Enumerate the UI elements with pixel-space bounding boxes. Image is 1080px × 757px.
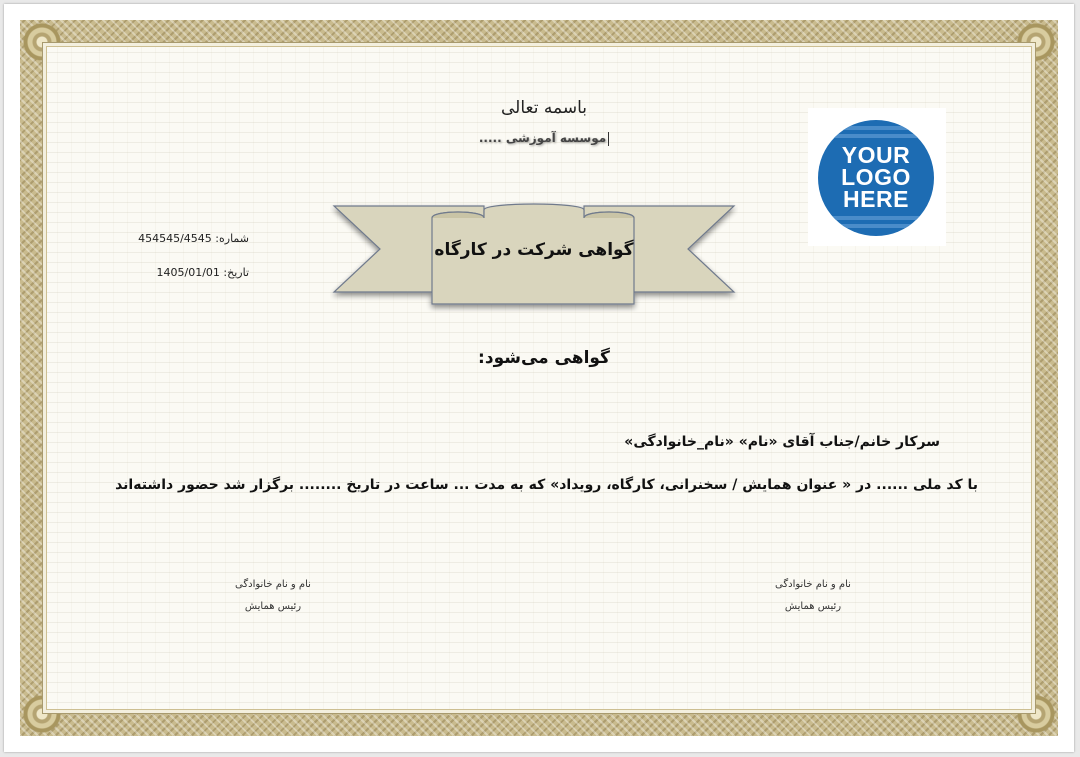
number-value: 454545/4545 [138, 232, 212, 245]
logo-line-1: YOUR [841, 142, 911, 168]
signer-name: نام و نام خانوادگی [775, 579, 851, 590]
signer-name: نام و نام خانوادگی [235, 579, 311, 590]
logo-stripe [818, 134, 934, 138]
certificate-body-text: با کد ملی ...... در « عنوان همایش / سخنرانی، کارگاه، رویداد» که به مدت ... ساعت در تاریخ ........ برگزار شد حضور داشته‌اند [115, 477, 978, 493]
certificate-date [124, 266, 249, 279]
basmala-heading: باسمه تعالی [501, 98, 587, 118]
date-label: تاریخ: [223, 266, 249, 279]
signer-title: رئیس همایش [784, 601, 842, 612]
title-ribbon-banner [330, 200, 738, 312]
logo-line-2: LOGO [841, 164, 911, 190]
logo-icon [818, 120, 934, 236]
document-page [4, 4, 1074, 752]
logo-line-3: HERE [843, 186, 909, 212]
institute-text: موسسه آموزشی ..... [478, 131, 607, 145]
number-label: شماره: [215, 232, 249, 245]
logo-text [818, 144, 934, 210]
recipient-name-line: سرکار خانم/جناب آقای «نام» «نام_خانوادگی» [624, 434, 940, 450]
declaration-heading: گواهی می‌شود: [478, 348, 610, 368]
signature-block-right [758, 574, 868, 618]
logo-stripe [818, 126, 934, 130]
text-cursor [608, 132, 609, 146]
institute-name[interactable] [444, 131, 644, 146]
logo-stripe [818, 216, 934, 220]
signature-block-left [218, 574, 328, 618]
certificate-title: گواهی شرکت در کارگاه [434, 240, 634, 260]
signer-title: رئیس همایش [244, 601, 302, 612]
date-value: 1405/01/01 [156, 266, 220, 279]
logo-stripe [818, 224, 934, 228]
certificate-number [124, 232, 249, 245]
logo-placeholder[interactable] [808, 108, 946, 246]
